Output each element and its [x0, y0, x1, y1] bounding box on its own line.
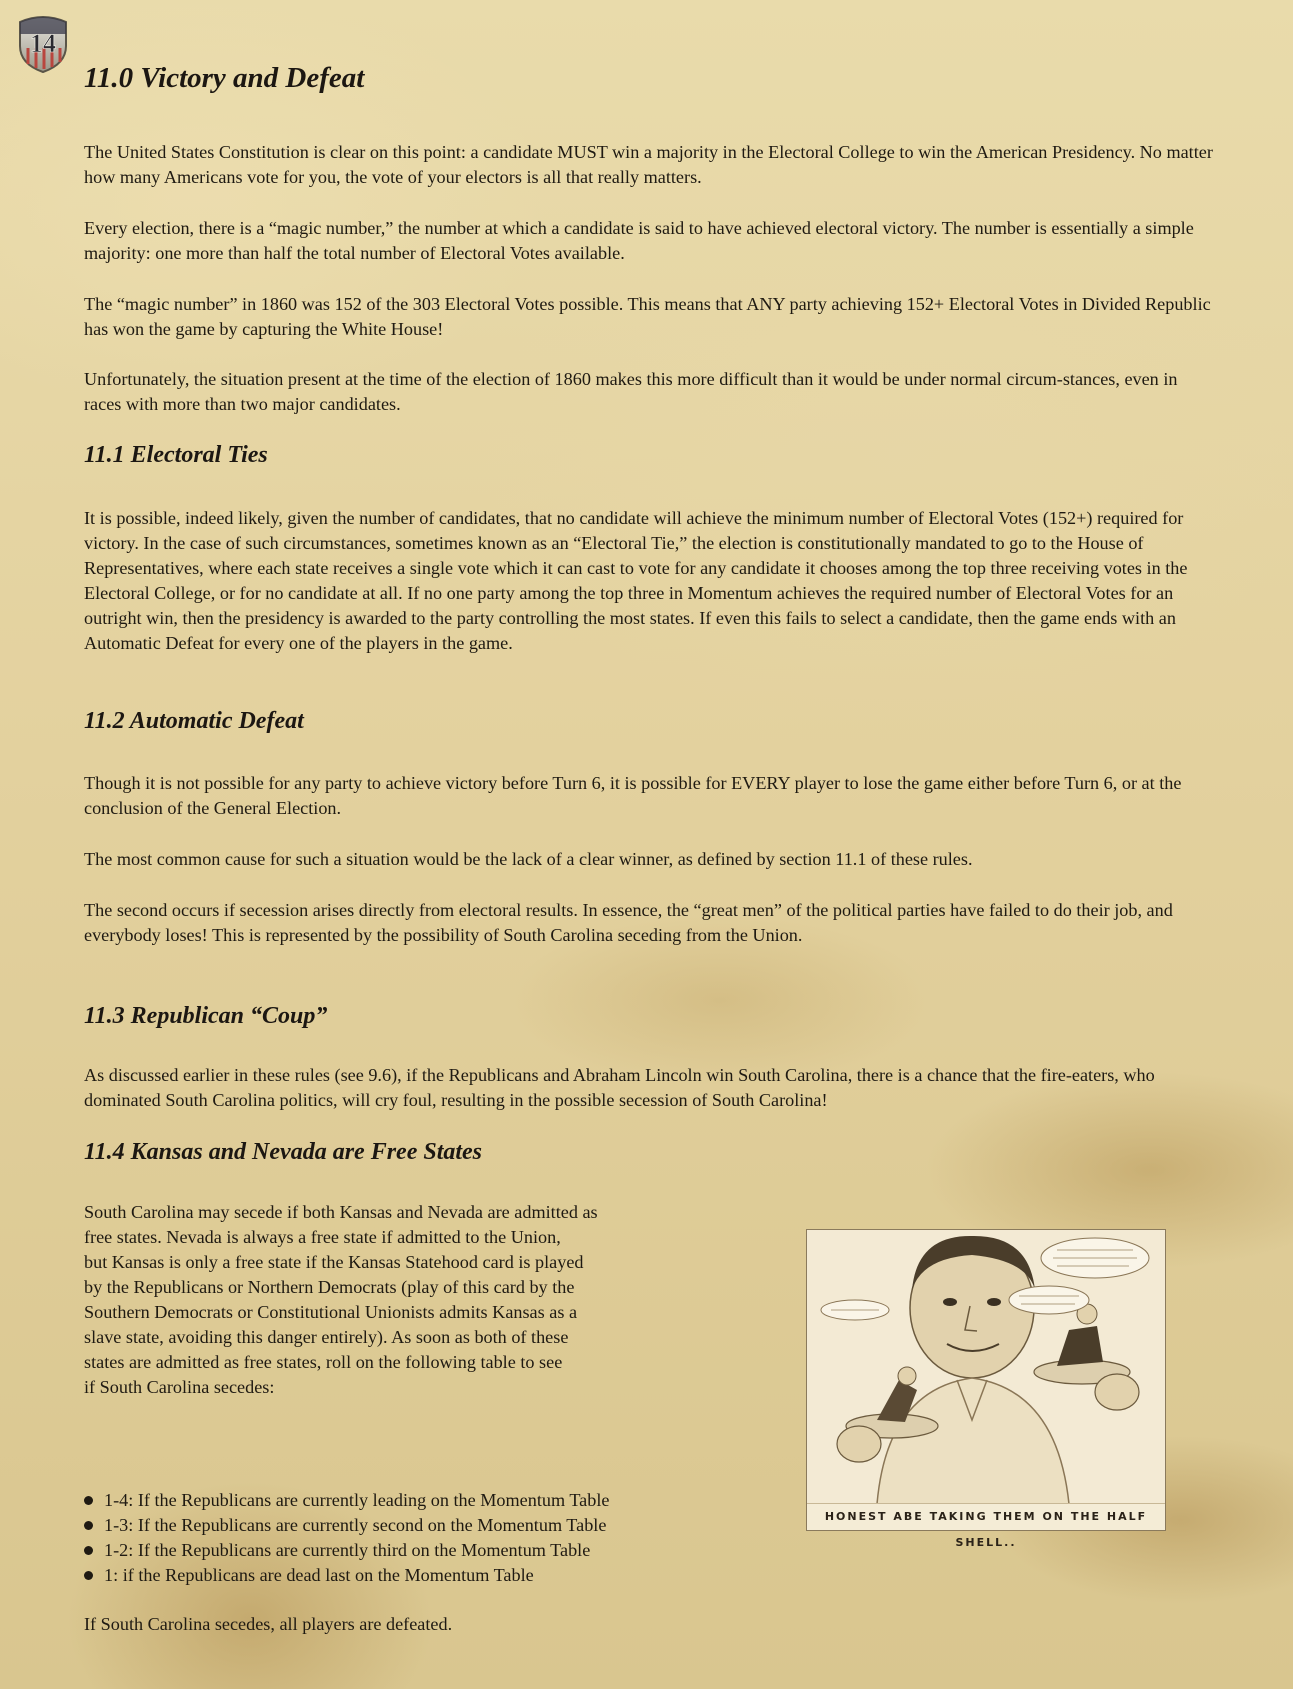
paragraph-11-4-intro — [84, 1200, 684, 1400]
list-item: 1-4: If the Republicans are currently leading on the Momentum Table — [84, 1488, 724, 1513]
paragraph-11-0-2: Every election, there is a “magic number,” the number at which a candidate is said to have achieved electoral victory. The number is essentially a simple majority: one more than half the total number of Electoral Votes available. — [84, 218, 1194, 263]
secession-table-list — [84, 1488, 724, 1588]
bullet-icon — [84, 1496, 93, 1505]
page-number: 14 — [30, 29, 56, 58]
paragraph-11-0-4: Unfortunately, the situation present at the time of the election of 1860 makes this more difficult than it would be under normal circum-stances, even in races with more than two major candidates. — [84, 369, 1178, 414]
section-11-3-heading: 11.3 Republican “Coup” — [84, 1003, 328, 1029]
intro-line: states are admitted as free states, roll on the following table to see — [84, 1352, 563, 1372]
paragraph-11-2-2: The most common cause for such a situation would be the lack of a clear winner, as defined by section 11.1 of these rules. — [84, 849, 973, 869]
intro-line: but Kansas is only a free state if the Kansas Statehood card is played — [84, 1252, 584, 1272]
cartoon-drawing — [807, 1230, 1165, 1504]
section-11-4-heading: 11.4 Kansas and Nevada are Free States — [84, 1139, 483, 1165]
list-item: 1-2: If the Republicans are currently third on the Momentum Table — [84, 1538, 724, 1563]
paragraph-11-0-3: The “magic number” in 1860 was 152 of the 303 Electoral Votes possible. This means that ANY party achieving 152+ Electoral Votes in Divided Republic has won the game by capturing the White House! — [84, 294, 1211, 339]
section-11-0-heading: 11.0 Victory and Defeat — [84, 62, 365, 94]
bullet-icon — [84, 1521, 93, 1530]
paragraph-11-2-3: The second occurs if secession arises directly from electoral results. In essence, the “great men” of the political parties have failed to do their job, and everybody loses! This is represented by the possibility of South Carolina seceding from the Union. — [84, 900, 1173, 945]
intro-line: Southern Democrats or Constitutional Unionists admits Kansas as a — [84, 1302, 578, 1322]
paragraph-11-2-1: Though it is not possible for any party to achieve victory before Turn 6, it is possible for EVERY player to lose the game either before Turn 6, or at the conclusion of the General Election. — [84, 773, 1182, 818]
paragraph-11-0-1: The United States Constitution is clear on this point: a candidate MUST win a majority in the Electoral College to win the American Presidency. No matter how many Americans vote for you, the vote of your electors is all that really matters. — [84, 142, 1213, 187]
cartoon-caption: HONEST ABE TAKING THEM ON THE HALF SHELL.. — [807, 1503, 1165, 1530]
bullet-icon — [84, 1571, 93, 1580]
intro-line: free states. Nevada is always a free state if admitted to the Union, — [84, 1227, 561, 1247]
section-11-2-heading: 11.2 Automatic Defeat — [84, 708, 304, 734]
intro-line: if South Carolina secedes: — [84, 1377, 275, 1397]
list-item: 1: if the Republicans are dead last on the Momentum Table — [84, 1563, 724, 1588]
paragraph-11-4-closing: If South Carolina secedes, all players are defeated. — [84, 1614, 453, 1634]
paragraph-11-1-1: It is possible, indeed likely, given the number of candidates, that no candidate will achieve the minimum number of Electoral Votes (152+) required for victory. In the case of such circumstances, sometimes known as an “Electoral Tie,” the election is constitutionally mandated to go to the House of Representatives, where each state receives a single vote which it can cast to vote for any candidate it chooses among the top three receiving votes in the Electoral College, or for no candidate at all. If no one party among the top three in Momentum achieves the required number of Electoral Votes for an outright win, then the presidency is awarded to the party controlling the most states. If even this fails to select a candidate, then the game ends with an Automatic Defeat for every one of the players in the game. — [84, 508, 1188, 653]
intro-line: slave state, avoiding this danger entirely). As soon as both of these — [84, 1327, 569, 1347]
intro-line: South Carolina may secede if both Kansas and Nevada are admitted as — [84, 1202, 598, 1222]
list-item: 1-3: If the Republicans are currently second on the Momentum Table — [84, 1513, 724, 1538]
section-11-1-heading: 11.1 Electoral Ties — [84, 442, 268, 468]
paragraph-11-3-1: As discussed earlier in these rules (see 9.6), if the Republicans and Abraham Lincoln win South Carolina, there is a chance that the fire-eaters, who dominated South Carolina politics, will cry foul, resulting in the possible secession of South Carolina! — [84, 1065, 1155, 1110]
bullet-icon — [84, 1546, 93, 1555]
lincoln-cartoon-image — [806, 1229, 1166, 1549]
page-number-badge — [16, 12, 70, 74]
intro-line: by the Republicans or Northern Democrats (play of this card by the — [84, 1277, 575, 1297]
